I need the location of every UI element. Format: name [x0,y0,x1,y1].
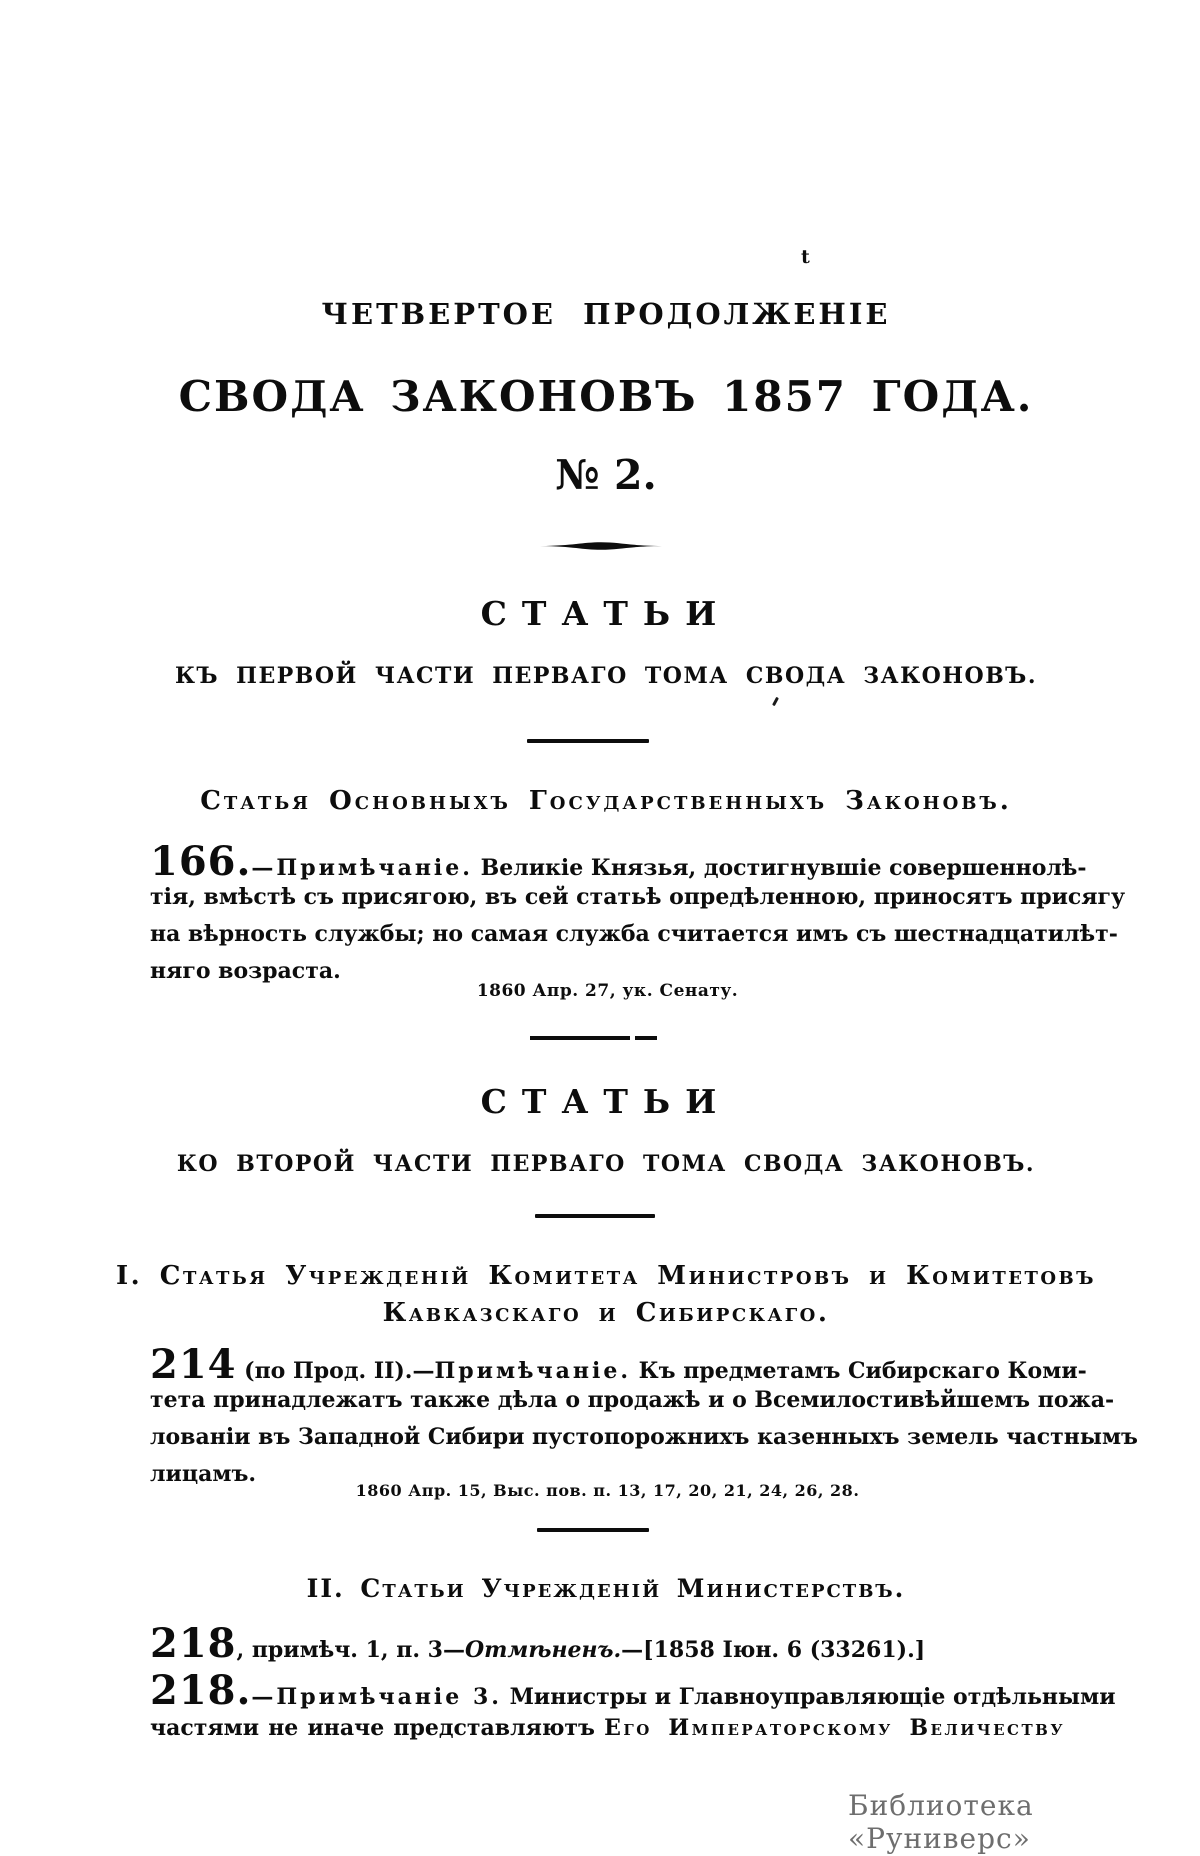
article-166-line2: тія, вмѣстѣ съ присягою, въ сей статьѣ опредѣленною, приносятъ присягу [150,884,1126,910]
note-label: —Примѣчаніе 3. [251,1684,502,1710]
article-166-citation: 1860 Апр. 27, ук. Сенату. [476,981,739,1001]
horizontal-rule [527,739,649,743]
article-number: 166. [150,838,252,885]
article-214-line2: тета принадлежатъ также дѣла о продажѣ и о Всемилостивѣйшемъ пожа- [150,1387,1115,1413]
part1-title: СТАТЬИ [480,594,732,633]
stray-ink-mark: t [801,246,810,268]
horizontal-rule [537,1528,649,1532]
imperial-majesty-emphasis: Его Императорскому Величеству [604,1715,1066,1741]
spindle-divider [540,541,662,551]
chapter-heading-fundamental-laws: Статья Основныхъ Государственныхъ Законовъ. [200,786,1012,816]
note-label: —Примѣчаніе. [251,855,473,881]
article-214-line1: 214 (по Прод. II).—Примѣчаніе. Къ предметамъ Сибирскаго Коми- [150,1341,1087,1388]
article-166-line4: няго возраста. [150,958,341,984]
part2-title: СТАТЬИ [480,1082,732,1121]
article-number: 214 [150,1341,237,1388]
section-i-heading [12,1258,1200,1332]
article-number: 218. [150,1667,252,1714]
part1-subtitle: КЪ ПЕРВОЙ ЧАСТИ ПЕРВАГО ТОМА СВОДА ЗАКОНОВЪ. [174,663,1038,689]
article-166-paragraph [150,838,1126,990]
article-214-line4: лицамъ. [150,1461,256,1487]
masthead-edition-title: ЧЕТВЕРТОЕ ПРОДОЛЖЕНІЕ [321,297,891,331]
article-218-line2: частями не иначе представляютъ Его Императорскому Величеству [150,1715,1066,1741]
runivers-library-watermark: Библиотека «Руниверс» [848,1789,1034,1855]
section-i-heading-line2: Кавказскаго и Сибирскаго. [382,1298,830,1328]
entry-218-abrogated-line: 218, примѣч. 1, п. 3—Отмѣненъ.—[1858 Іюн. 6 (33261).] [150,1620,926,1667]
issue-number: № 2. [555,451,657,499]
article-214-line3: лованіи въ Западной Сибири пустопорожнихъ казенныхъ земель частнымъ [150,1424,1138,1450]
article-218-note3-paragraph [150,1667,1116,1747]
section-ii-heading: II. Статьи Учрежденій Министерствъ. [306,1574,906,1603]
part2-subtitle: КО ВТОРОЙ ЧАСТИ ПЕРВАГО ТОМА СВОДА ЗАКОНОВЪ. [176,1151,1036,1177]
article-214-paragraph [150,1341,1138,1493]
article-number: 218 [150,1620,237,1667]
article-166-line3: на вѣрность службы; но самая служба считается имъ съ шестнадцатилѣт- [150,921,1118,947]
article-218-line1: 218.—Примѣчаніе 3. Министры и Главноуправляющіе отдѣльными [150,1667,1116,1714]
article-166-line1: 166.—Примѣчаніе. Великіе Князья, достигнувшіе совершеннолѣ- [150,838,1087,885]
abrogated-status: Отмѣненъ. [464,1637,622,1663]
horizontal-rule [535,1214,655,1218]
stray-accent-mark [772,697,779,706]
note-label: Примѣчаніе. [434,1358,631,1384]
masthead-work-title: СВОДА ЗАКОНОВЪ 1857 ГОДА. [178,372,1034,421]
section-i-heading-line1: I. Статья Учрежденій Комитета Министровъ и Комитетовъ [116,1261,1096,1291]
article-214-citation: 1860 Апр. 15, Выс. пов. п. 13, 17, 20, 21, 24, 26, 28. [355,1481,860,1500]
